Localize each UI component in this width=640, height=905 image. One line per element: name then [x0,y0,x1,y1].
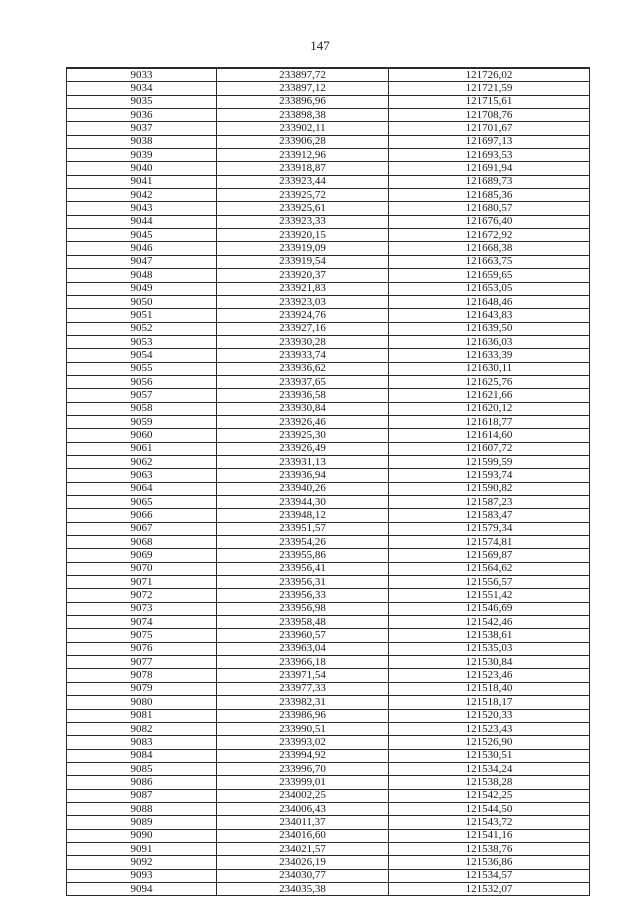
point-number-cell: 9034 [67,82,217,95]
table-row [67,282,590,295]
y-coordinate-cell: 121636,03 [389,335,590,348]
x-coordinate-cell: 234035,38 [217,882,389,895]
table-row [67,749,590,762]
x-coordinate-cell: 234021,57 [217,842,389,855]
point-number-cell: 9085 [67,762,217,775]
y-coordinate-cell: 121569,87 [389,549,590,562]
x-coordinate-cell: 233936,94 [217,469,389,482]
point-number-cell: 9054 [67,349,217,362]
point-number-cell: 9083 [67,736,217,749]
y-coordinate-cell: 121648,46 [389,295,590,308]
x-coordinate-cell: 233897,72 [217,68,389,82]
y-coordinate-cell: 121526,90 [389,736,590,749]
x-coordinate-cell: 233920,37 [217,269,389,282]
point-number-cell: 9075 [67,629,217,642]
x-coordinate-cell: 233923,44 [217,175,389,188]
y-coordinate-cell: 121538,28 [389,776,590,789]
point-number-cell: 9068 [67,536,217,549]
x-coordinate-cell: 233996,70 [217,762,389,775]
point-number-cell: 9038 [67,135,217,148]
y-coordinate-cell: 121551,42 [389,589,590,602]
point-number-cell: 9082 [67,722,217,735]
y-coordinate-cell: 121697,13 [389,135,590,148]
table-row [67,602,590,615]
table-row [67,95,590,108]
table-row [67,562,590,575]
table-row [67,496,590,509]
point-number-cell: 9081 [67,709,217,722]
table-row [67,215,590,228]
point-number-cell: 9072 [67,589,217,602]
y-coordinate-cell: 121639,50 [389,322,590,335]
x-coordinate-cell: 233966,18 [217,656,389,669]
y-coordinate-cell: 121530,84 [389,656,590,669]
point-number-cell: 9071 [67,576,217,589]
table-row [67,415,590,428]
y-coordinate-cell: 121668,38 [389,242,590,255]
point-number-cell: 9065 [67,496,217,509]
table-row [67,429,590,442]
y-coordinate-cell: 121556,57 [389,576,590,589]
table-row [67,389,590,402]
y-coordinate-cell: 121607,72 [389,442,590,455]
x-coordinate-cell: 233960,57 [217,629,389,642]
point-number-cell: 9047 [67,255,217,268]
y-coordinate-cell: 121542,46 [389,616,590,629]
table-row [67,322,590,335]
table-row [67,375,590,388]
x-coordinate-cell: 233896,96 [217,95,389,108]
x-coordinate-cell: 233897,12 [217,82,389,95]
point-number-cell: 9042 [67,189,217,202]
x-coordinate-cell: 233982,31 [217,696,389,709]
point-number-cell: 9079 [67,682,217,695]
x-coordinate-cell: 233926,49 [217,442,389,455]
y-coordinate-cell: 121523,46 [389,669,590,682]
x-coordinate-cell: 233919,54 [217,255,389,268]
point-number-cell: 9051 [67,309,217,322]
y-coordinate-cell: 121544,50 [389,802,590,815]
y-coordinate-cell: 121532,07 [389,882,590,895]
table-row [67,669,590,682]
x-coordinate-cell: 234011,37 [217,816,389,829]
x-coordinate-cell: 233931,13 [217,455,389,468]
table-row [67,135,590,148]
x-coordinate-cell: 233925,72 [217,189,389,202]
point-number-cell: 9093 [67,869,217,882]
table-row [67,202,590,215]
point-number-cell: 9035 [67,95,217,108]
point-number-cell: 9061 [67,442,217,455]
x-coordinate-cell: 233940,26 [217,482,389,495]
y-coordinate-cell: 121583,47 [389,509,590,522]
x-coordinate-cell: 233898,38 [217,109,389,122]
y-coordinate-cell: 121680,57 [389,202,590,215]
point-number-cell: 9039 [67,149,217,162]
point-number-cell: 9077 [67,656,217,669]
y-coordinate-cell: 121726,02 [389,68,590,82]
x-coordinate-cell: 233936,58 [217,389,389,402]
y-coordinate-cell: 121685,36 [389,189,590,202]
point-number-cell: 9056 [67,375,217,388]
point-number-cell: 9076 [67,642,217,655]
x-coordinate-cell: 233956,33 [217,589,389,602]
x-coordinate-cell: 233918,87 [217,162,389,175]
y-coordinate-cell: 121708,76 [389,109,590,122]
table-row [67,509,590,522]
table-row [67,162,590,175]
point-number-cell: 9058 [67,402,217,415]
x-coordinate-cell: 233977,33 [217,682,389,695]
table-row [67,362,590,375]
table-row [67,109,590,122]
table-row [67,856,590,869]
x-coordinate-cell: 233937,65 [217,375,389,388]
y-coordinate-cell: 121676,40 [389,215,590,228]
table-row [67,816,590,829]
y-coordinate-cell: 121620,12 [389,402,590,415]
x-coordinate-cell: 233902,11 [217,122,389,135]
x-coordinate-cell: 233986,96 [217,709,389,722]
table-row [67,255,590,268]
y-coordinate-cell: 121541,16 [389,829,590,842]
x-coordinate-cell: 233923,03 [217,295,389,308]
y-coordinate-cell: 121643,83 [389,309,590,322]
table-row [67,229,590,242]
point-number-cell: 9064 [67,482,217,495]
point-number-cell: 9066 [67,509,217,522]
y-coordinate-cell: 121530,51 [389,749,590,762]
x-coordinate-cell: 233948,12 [217,509,389,522]
table-row [67,842,590,855]
y-coordinate-cell: 121546,69 [389,602,590,615]
table-row [67,762,590,775]
x-coordinate-cell: 233923,33 [217,215,389,228]
point-number-cell: 9086 [67,776,217,789]
y-coordinate-cell: 121534,24 [389,762,590,775]
x-coordinate-cell: 233936,62 [217,362,389,375]
point-number-cell: 9050 [67,295,217,308]
point-number-cell: 9074 [67,616,217,629]
y-coordinate-cell: 121542,25 [389,789,590,802]
table-row [67,122,590,135]
point-number-cell: 9043 [67,202,217,215]
table-row [67,68,590,82]
x-coordinate-cell: 233990,51 [217,722,389,735]
x-coordinate-cell: 233919,09 [217,242,389,255]
y-coordinate-cell: 121715,61 [389,95,590,108]
table-row [67,536,590,549]
point-number-cell: 9090 [67,829,217,842]
y-coordinate-cell: 121543,72 [389,816,590,829]
y-coordinate-cell: 121701,67 [389,122,590,135]
x-coordinate-cell: 234026,19 [217,856,389,869]
point-number-cell: 9049 [67,282,217,295]
point-number-cell: 9069 [67,549,217,562]
x-coordinate-cell: 233954,26 [217,536,389,549]
point-number-cell: 9055 [67,362,217,375]
table-row [67,776,590,789]
y-coordinate-cell: 121518,40 [389,682,590,695]
point-number-cell: 9091 [67,842,217,855]
y-coordinate-cell: 121689,73 [389,175,590,188]
point-number-cell: 9089 [67,816,217,829]
point-number-cell: 9060 [67,429,217,442]
table-row [67,309,590,322]
point-number-cell: 9040 [67,162,217,175]
x-coordinate-cell: 233963,04 [217,642,389,655]
table-row [67,442,590,455]
point-number-cell: 9036 [67,109,217,122]
point-number-cell: 9059 [67,415,217,428]
point-number-cell: 9052 [67,322,217,335]
y-coordinate-cell: 121599,59 [389,455,590,468]
y-coordinate-cell: 121659,65 [389,269,590,282]
y-coordinate-cell: 121538,61 [389,629,590,642]
table-row [67,616,590,629]
x-coordinate-cell: 233912,96 [217,149,389,162]
table-row [67,589,590,602]
point-number-cell: 9048 [67,269,217,282]
table-row [67,576,590,589]
y-coordinate-cell: 121625,76 [389,375,590,388]
table-row [67,295,590,308]
table-row [67,829,590,842]
y-coordinate-cell: 121653,05 [389,282,590,295]
x-coordinate-cell: 233933,74 [217,349,389,362]
point-number-cell: 9041 [67,175,217,188]
table-row [67,175,590,188]
y-coordinate-cell: 121574,81 [389,536,590,549]
table-row [67,349,590,362]
point-number-cell: 9063 [67,469,217,482]
table-row [67,549,590,562]
point-number-cell: 9078 [67,669,217,682]
page-number: 147 [310,38,330,53]
y-coordinate-cell: 121520,33 [389,709,590,722]
table-row [67,802,590,815]
x-coordinate-cell: 233944,30 [217,496,389,509]
y-coordinate-cell: 121691,94 [389,162,590,175]
x-coordinate-cell: 233955,86 [217,549,389,562]
point-number-cell: 9045 [67,229,217,242]
table-row [67,402,590,415]
x-coordinate-cell: 233956,31 [217,576,389,589]
table-row [67,82,590,95]
point-number-cell: 9088 [67,802,217,815]
y-coordinate-cell: 121536,86 [389,856,590,869]
point-number-cell: 9087 [67,789,217,802]
point-number-cell: 9092 [67,856,217,869]
x-coordinate-cell: 233926,46 [217,415,389,428]
x-coordinate-cell: 233930,84 [217,402,389,415]
point-number-cell: 9067 [67,522,217,535]
x-coordinate-cell: 233925,30 [217,429,389,442]
table-row [67,469,590,482]
x-coordinate-cell: 233924,76 [217,309,389,322]
x-coordinate-cell: 233956,41 [217,562,389,575]
x-coordinate-cell: 233920,15 [217,229,389,242]
table-row [67,709,590,722]
table-row [67,869,590,882]
table-row [67,682,590,695]
y-coordinate-cell: 121614,60 [389,429,590,442]
point-number-cell: 9033 [67,68,217,82]
table-row [67,242,590,255]
table-row [67,736,590,749]
x-coordinate-cell: 233927,16 [217,322,389,335]
x-coordinate-cell: 233925,61 [217,202,389,215]
y-coordinate-cell: 121721,59 [389,82,590,95]
y-coordinate-cell: 121621,66 [389,389,590,402]
point-number-cell: 9070 [67,562,217,575]
table-row [67,722,590,735]
y-coordinate-cell: 121618,77 [389,415,590,428]
y-coordinate-cell: 121672,92 [389,229,590,242]
coordinates-table-body [67,68,590,896]
x-coordinate-cell: 234006,43 [217,802,389,815]
x-coordinate-cell: 233994,92 [217,749,389,762]
table-row [67,269,590,282]
y-coordinate-cell: 121564,62 [389,562,590,575]
point-number-cell: 9053 [67,335,217,348]
point-number-cell: 9080 [67,696,217,709]
y-coordinate-cell: 121535,03 [389,642,590,655]
y-coordinate-cell: 121579,34 [389,522,590,535]
x-coordinate-cell: 233921,83 [217,282,389,295]
point-number-cell: 9046 [67,242,217,255]
table-row [67,335,590,348]
y-coordinate-cell: 121693,53 [389,149,590,162]
point-number-cell: 9044 [67,215,217,228]
table-row [67,629,590,642]
y-coordinate-cell: 121534,57 [389,869,590,882]
table-row [67,522,590,535]
y-coordinate-cell: 121587,23 [389,496,590,509]
y-coordinate-cell: 121630,11 [389,362,590,375]
x-coordinate-cell: 233971,54 [217,669,389,682]
y-coordinate-cell: 121523,43 [389,722,590,735]
table-row [67,642,590,655]
point-number-cell: 9037 [67,122,217,135]
point-number-cell: 9084 [67,749,217,762]
table-row [67,696,590,709]
x-coordinate-cell: 233993,02 [217,736,389,749]
table-row [67,882,590,895]
table-row [67,789,590,802]
x-coordinate-cell: 233999,01 [217,776,389,789]
x-coordinate-cell: 233951,57 [217,522,389,535]
x-coordinate-cell: 234016,60 [217,829,389,842]
y-coordinate-cell: 121538,76 [389,842,590,855]
point-number-cell: 9094 [67,882,217,895]
table-row [67,656,590,669]
point-number-cell: 9073 [67,602,217,615]
table-row [67,149,590,162]
x-coordinate-cell: 234030,77 [217,869,389,882]
x-coordinate-cell: 233956,98 [217,602,389,615]
y-coordinate-cell: 121590,82 [389,482,590,495]
x-coordinate-cell: 233906,28 [217,135,389,148]
x-coordinate-cell: 234002,25 [217,789,389,802]
y-coordinate-cell: 121593,74 [389,469,590,482]
y-coordinate-cell: 121663,75 [389,255,590,268]
y-coordinate-cell: 121518,17 [389,696,590,709]
table-row [67,455,590,468]
point-number-cell: 9057 [67,389,217,402]
coordinates-table [66,67,590,896]
x-coordinate-cell: 233958,48 [217,616,389,629]
table-row [67,482,590,495]
y-coordinate-cell: 121633,39 [389,349,590,362]
point-number-cell: 9062 [67,455,217,468]
x-coordinate-cell: 233930,28 [217,335,389,348]
table-row [67,189,590,202]
